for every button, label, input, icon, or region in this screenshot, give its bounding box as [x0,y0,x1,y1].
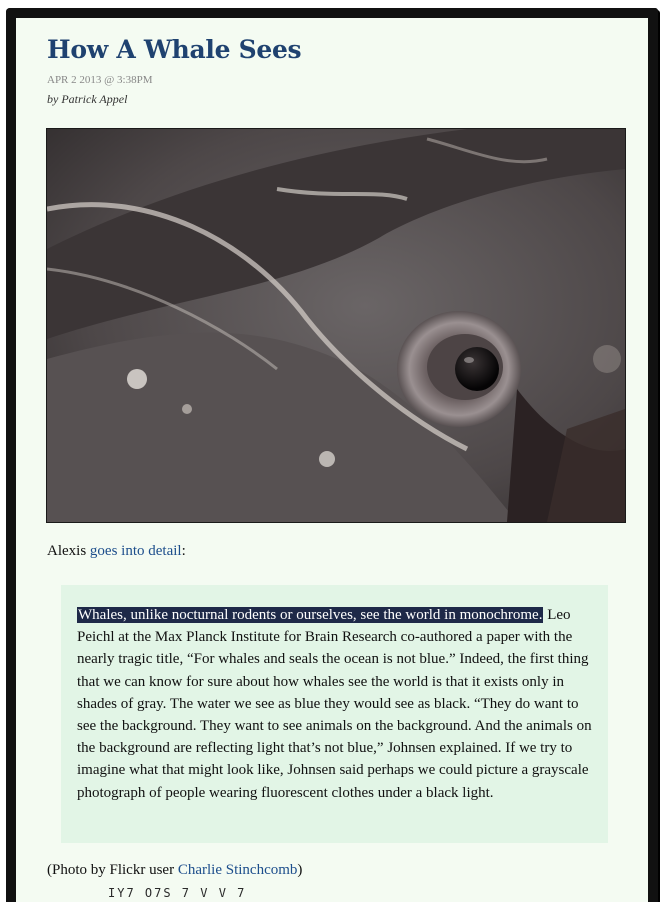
whale-eye-photo [46,128,626,523]
blockquote [61,585,608,843]
post-byline: by Patrick Appel [47,92,128,106]
intro-prefix: Alexis [47,543,90,559]
goes-into-detail-link[interactable]: goes into detail [89,543,182,559]
caption-prefix: (Photo by Flickr user [47,862,178,878]
post-title[interactable]: How A Whale Sees [47,35,302,64]
highlighted-sentence: Whales, unlike nocturnal rodents or ourselves, see the world in monochrome. [78,607,543,623]
quote-body: Leo Peichl at the Max Planck Institute for Brain Research co-authored a paper with the nearly tragic title, “For whales and seals the ocean is not blue.” Indeed, the first thing that we can know for sure about how whales see the world is that it exists only in shades of gray. The water we see as blue they would see as black. “They do want to see the background. They want to see animals on the background. And the animals on the background are reflecting light that’s not blue,” Johnsen explained. If we try to imagine what that might look like, Johnsen said perhaps we could picture a grayscale photograph of people wearing fluorescent clothes under a black light. [77,607,592,801]
photo-caption [47,862,302,879]
whale-eye-image [47,129,625,522]
charlie-stinchcomb-link[interactable]: Charlie Stinchcomb [177,862,298,878]
cutoff-text: IY7 O7S 7 V V 7 [108,886,247,900]
intro-suffix: : [181,543,186,559]
intro-paragraph [47,543,186,560]
post-date: APR 2 2013 @ 3:38PM [47,74,153,86]
caption-suffix: ) [297,862,303,878]
